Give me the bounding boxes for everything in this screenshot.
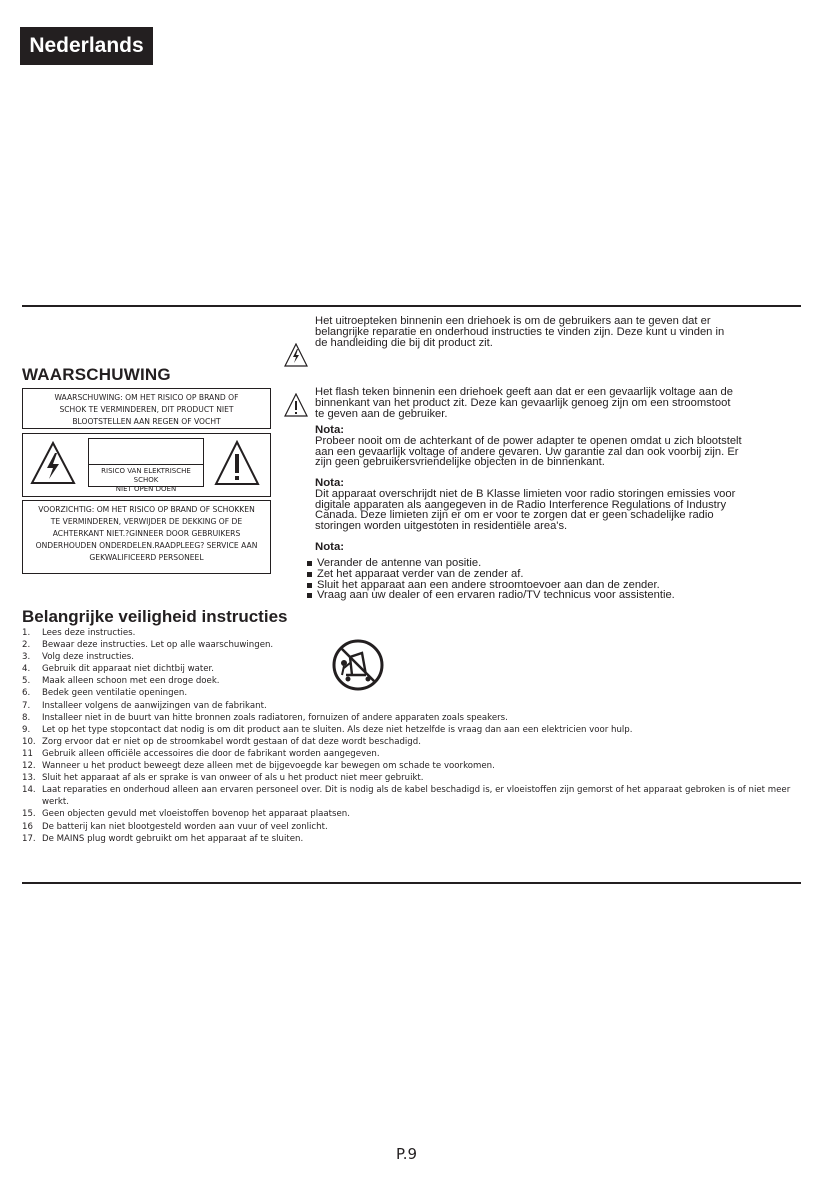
text-line: Het flash teken binnenin een driehoek geeft aan dat er een gevaarlijk voltage aan de — [315, 386, 733, 398]
text-line: aan een gevaarlijk voltage of andere gevaren. Uw garantie zal dan ook voorbij zijn. Er — [315, 445, 739, 458]
item-text: Installeer niet in de buurt van hitte bronnen zoals radiatoren, fornuizen of andere apparaten zoals speakers. — [42, 712, 508, 723]
caution-box-line: GEKWALIFICEERD PERSONEEL — [89, 553, 204, 562]
item-number: 14. — [22, 785, 36, 796]
nota-heading: Nota: — [315, 424, 345, 436]
text-line: Canada. Deze limieten zijn er om er voor te zorgen dat er geen schadelijke radio — [315, 509, 714, 522]
safety-title: Belangrijke veiligheid instructies — [22, 607, 288, 626]
item-text: Bewaar deze instructies. Let op alle waarschuwingen. — [42, 640, 274, 651]
list-item — [22, 736, 812, 748]
nota-3-bullets — [307, 558, 787, 601]
item-number: 1. — [22, 628, 31, 638]
item-text: Gebruik alleen officiële accessoires die door de fabrikant worden aangegeven. — [42, 748, 380, 759]
text-line: storingen worden uitgestoten in residentiële area's. — [315, 520, 568, 533]
text-line: zijn geen gebruikersvriendelijke objecten in de binnenkant. — [315, 456, 605, 469]
item-text: Lees deze instructies. — [42, 628, 136, 638]
nota-heading: Nota: — [315, 541, 345, 553]
square-bullet-icon — [307, 572, 312, 577]
bullet-text: Verander de antenne van positie. — [317, 557, 482, 569]
item-text: Zorg ervoor dat er niet op de stroomkabel wordt gestaan of dat deze wordt beschadigd. — [42, 736, 421, 747]
warning-title: WAARSCHUWING — [22, 365, 171, 384]
bullet-text: Vraag aan uw dealer of een ervaren radio/TV technicus voor assistentie. — [317, 589, 675, 602]
risk-label-line: RISICO VAN ELEKTRISCHE SCHOK — [101, 467, 191, 484]
item-number: 5. — [22, 676, 31, 687]
bottom-divider — [22, 882, 801, 884]
lightning-triangle-icon — [30, 441, 76, 485]
item-text: Geen objecten gevuld met vloeistoffen bovenop het apparaat plaatsen. — [42, 809, 350, 820]
list-item — [22, 627, 812, 639]
item-text: Bedek geen ventilatie openingen. — [42, 688, 188, 699]
item-text: Wanneer u het product beweegt deze alleen met de bijgevoegde kar bewegen om schade te voorkomen. — [42, 761, 495, 772]
item-number: 2. — [22, 640, 31, 651]
item-number: 6. — [22, 688, 31, 699]
text-line: de handleiding die bij dit product zit. — [315, 336, 493, 349]
list-item — [22, 833, 812, 845]
warning-box-top-line: WAARSCHUWING: OM HET RISICO OP BRAND OF — [54, 393, 239, 402]
list-item — [22, 784, 812, 808]
item-text: Maak alleen schoon met een droge doek. — [42, 676, 220, 687]
square-bullet-icon — [307, 583, 312, 588]
caution-box — [22, 500, 271, 574]
list-item — [22, 700, 812, 712]
item-number: 10. — [22, 736, 36, 747]
item-number: 13. — [22, 773, 36, 784]
square-bullet-icon — [307, 561, 312, 566]
warning-box-top-line: BLOOTSTELLEN AAN REGEN OF VOCHT — [72, 417, 221, 426]
item-number: 8. — [22, 712, 31, 723]
exclamation-triangle-small-icon — [284, 393, 308, 417]
text-line: belangrijke reparatie en onderhoud instructies te vinden zijn. Deze kunt u vinden in — [315, 325, 725, 338]
list-item — [22, 687, 812, 699]
item-number: 12. — [22, 761, 36, 772]
item-text: Installeer volgens de aanwijzingen van de fabrikant. — [42, 700, 267, 711]
text-line: Dit apparaat overschrijdt niet de B Klasse limieten voor radio storingen emissies voor — [315, 487, 736, 500]
item-text: Sluit het apparaat af als er sprake is van onweer of als u het product niet meer gebruikt. — [42, 773, 424, 784]
safety-list — [22, 627, 812, 845]
square-bullet-icon — [307, 593, 312, 598]
nota-heading: Nota: — [315, 477, 345, 489]
item-number: 17. — [22, 833, 36, 844]
item-number: 15. — [22, 809, 36, 820]
item-number: 16 — [22, 821, 33, 832]
nota-1 — [315, 425, 795, 468]
list-item — [22, 639, 812, 651]
page-number: P.9 — [396, 1145, 418, 1163]
item-text: De MAINS plug wordt gebruikt om het apparaat af te sluiten. — [42, 833, 304, 844]
item-text: Volg deze instructies. — [42, 652, 134, 663]
language-badge: Nederlands — [20, 27, 153, 65]
list-item — [22, 724, 812, 736]
text-line: binnenkant van het product zit. Deze kan gevaarlijk genoeg zijn om een stroomstoot — [315, 396, 731, 409]
risk-label — [88, 438, 204, 493]
caution-box-line: VOORZICHTIG: OM HET RISICO OP BRAND OF SCHOKKEN — [38, 505, 255, 514]
flash-description — [315, 387, 795, 419]
list-item — [22, 748, 812, 760]
caution-box-line: ACHTERKANT NIET.?GINNEER DOOR GEBRUIKERS — [52, 529, 241, 538]
risk-label-line: NIET OPEN DOEN — [115, 485, 177, 493]
text-line: te geven aan de gebruiker. — [315, 407, 448, 420]
nota-3-heading-wrap — [315, 542, 795, 553]
exclamation-description — [315, 316, 795, 348]
item-text: De batterij kan niet blootgesteld worden aan vuur of veel zonlicht. — [42, 821, 328, 832]
item-text: Gebruik dit apparaat niet dichtbij water. — [42, 664, 215, 675]
bullet-text: Zet het apparaat verder van de zender af. — [317, 567, 524, 580]
item-text: Let op het type stopcontact dat nodig is om dit product aan te sluiten. Als deze niet hetzelfde is vraag dan aan een elektricien voor hulp. — [42, 724, 633, 735]
lightning-triangle-small-icon — [284, 343, 308, 367]
list-item — [22, 821, 812, 833]
bullet-text: Sluit het apparaat aan een andere stroomtoevoer aan dan de zender. — [317, 578, 660, 591]
item-number: 7. — [22, 700, 31, 711]
warning-box-top — [22, 388, 271, 429]
item-number: 3. — [22, 652, 31, 663]
list-item — [22, 772, 812, 784]
item-text: Laat reparaties en onderhoud alleen aan ervaren personeel over. Dit is nodig als de kabel beschadigd is, er vloeistoffen zijn gemorst of het apparaat gebroken is of niet meer werkt. — [42, 785, 791, 808]
item-number: 9. — [22, 724, 31, 735]
text-line: Het uitroepteken binnenin een driehoek is om de gebruikers aan te geven dat er — [315, 315, 711, 327]
list-item — [22, 663, 812, 675]
list-item — [307, 569, 787, 580]
list-item — [22, 675, 812, 687]
caution-box-line: ONDERHOUDEN ONDERDELEN.RAADPLEEG? SERVICE AAN — [35, 541, 258, 550]
list-item — [22, 808, 812, 820]
exclamation-triangle-icon — [214, 440, 260, 486]
text-line: digitale apparaten als aangegeven in de Radio Interference Regulations of Industry — [315, 498, 727, 511]
caution-box-line: TE VERMINDEREN, VERWIJDER DE DEKKING OF DE — [50, 517, 243, 526]
list-item — [22, 712, 812, 724]
list-item — [307, 590, 787, 601]
list-item — [22, 651, 812, 663]
top-divider — [22, 305, 801, 307]
item-number: 11 — [22, 748, 33, 759]
item-number: 4. — [22, 664, 31, 675]
nota-2 — [315, 478, 795, 532]
warning-box-top-line: SCHOK TE VERMINDEREN, DIT PRODUCT NIET — [59, 405, 234, 414]
text-line: Probeer nooit om de achterkant of de power adapter te openen omdat u zich blootstelt — [315, 434, 742, 447]
list-item — [22, 760, 812, 772]
